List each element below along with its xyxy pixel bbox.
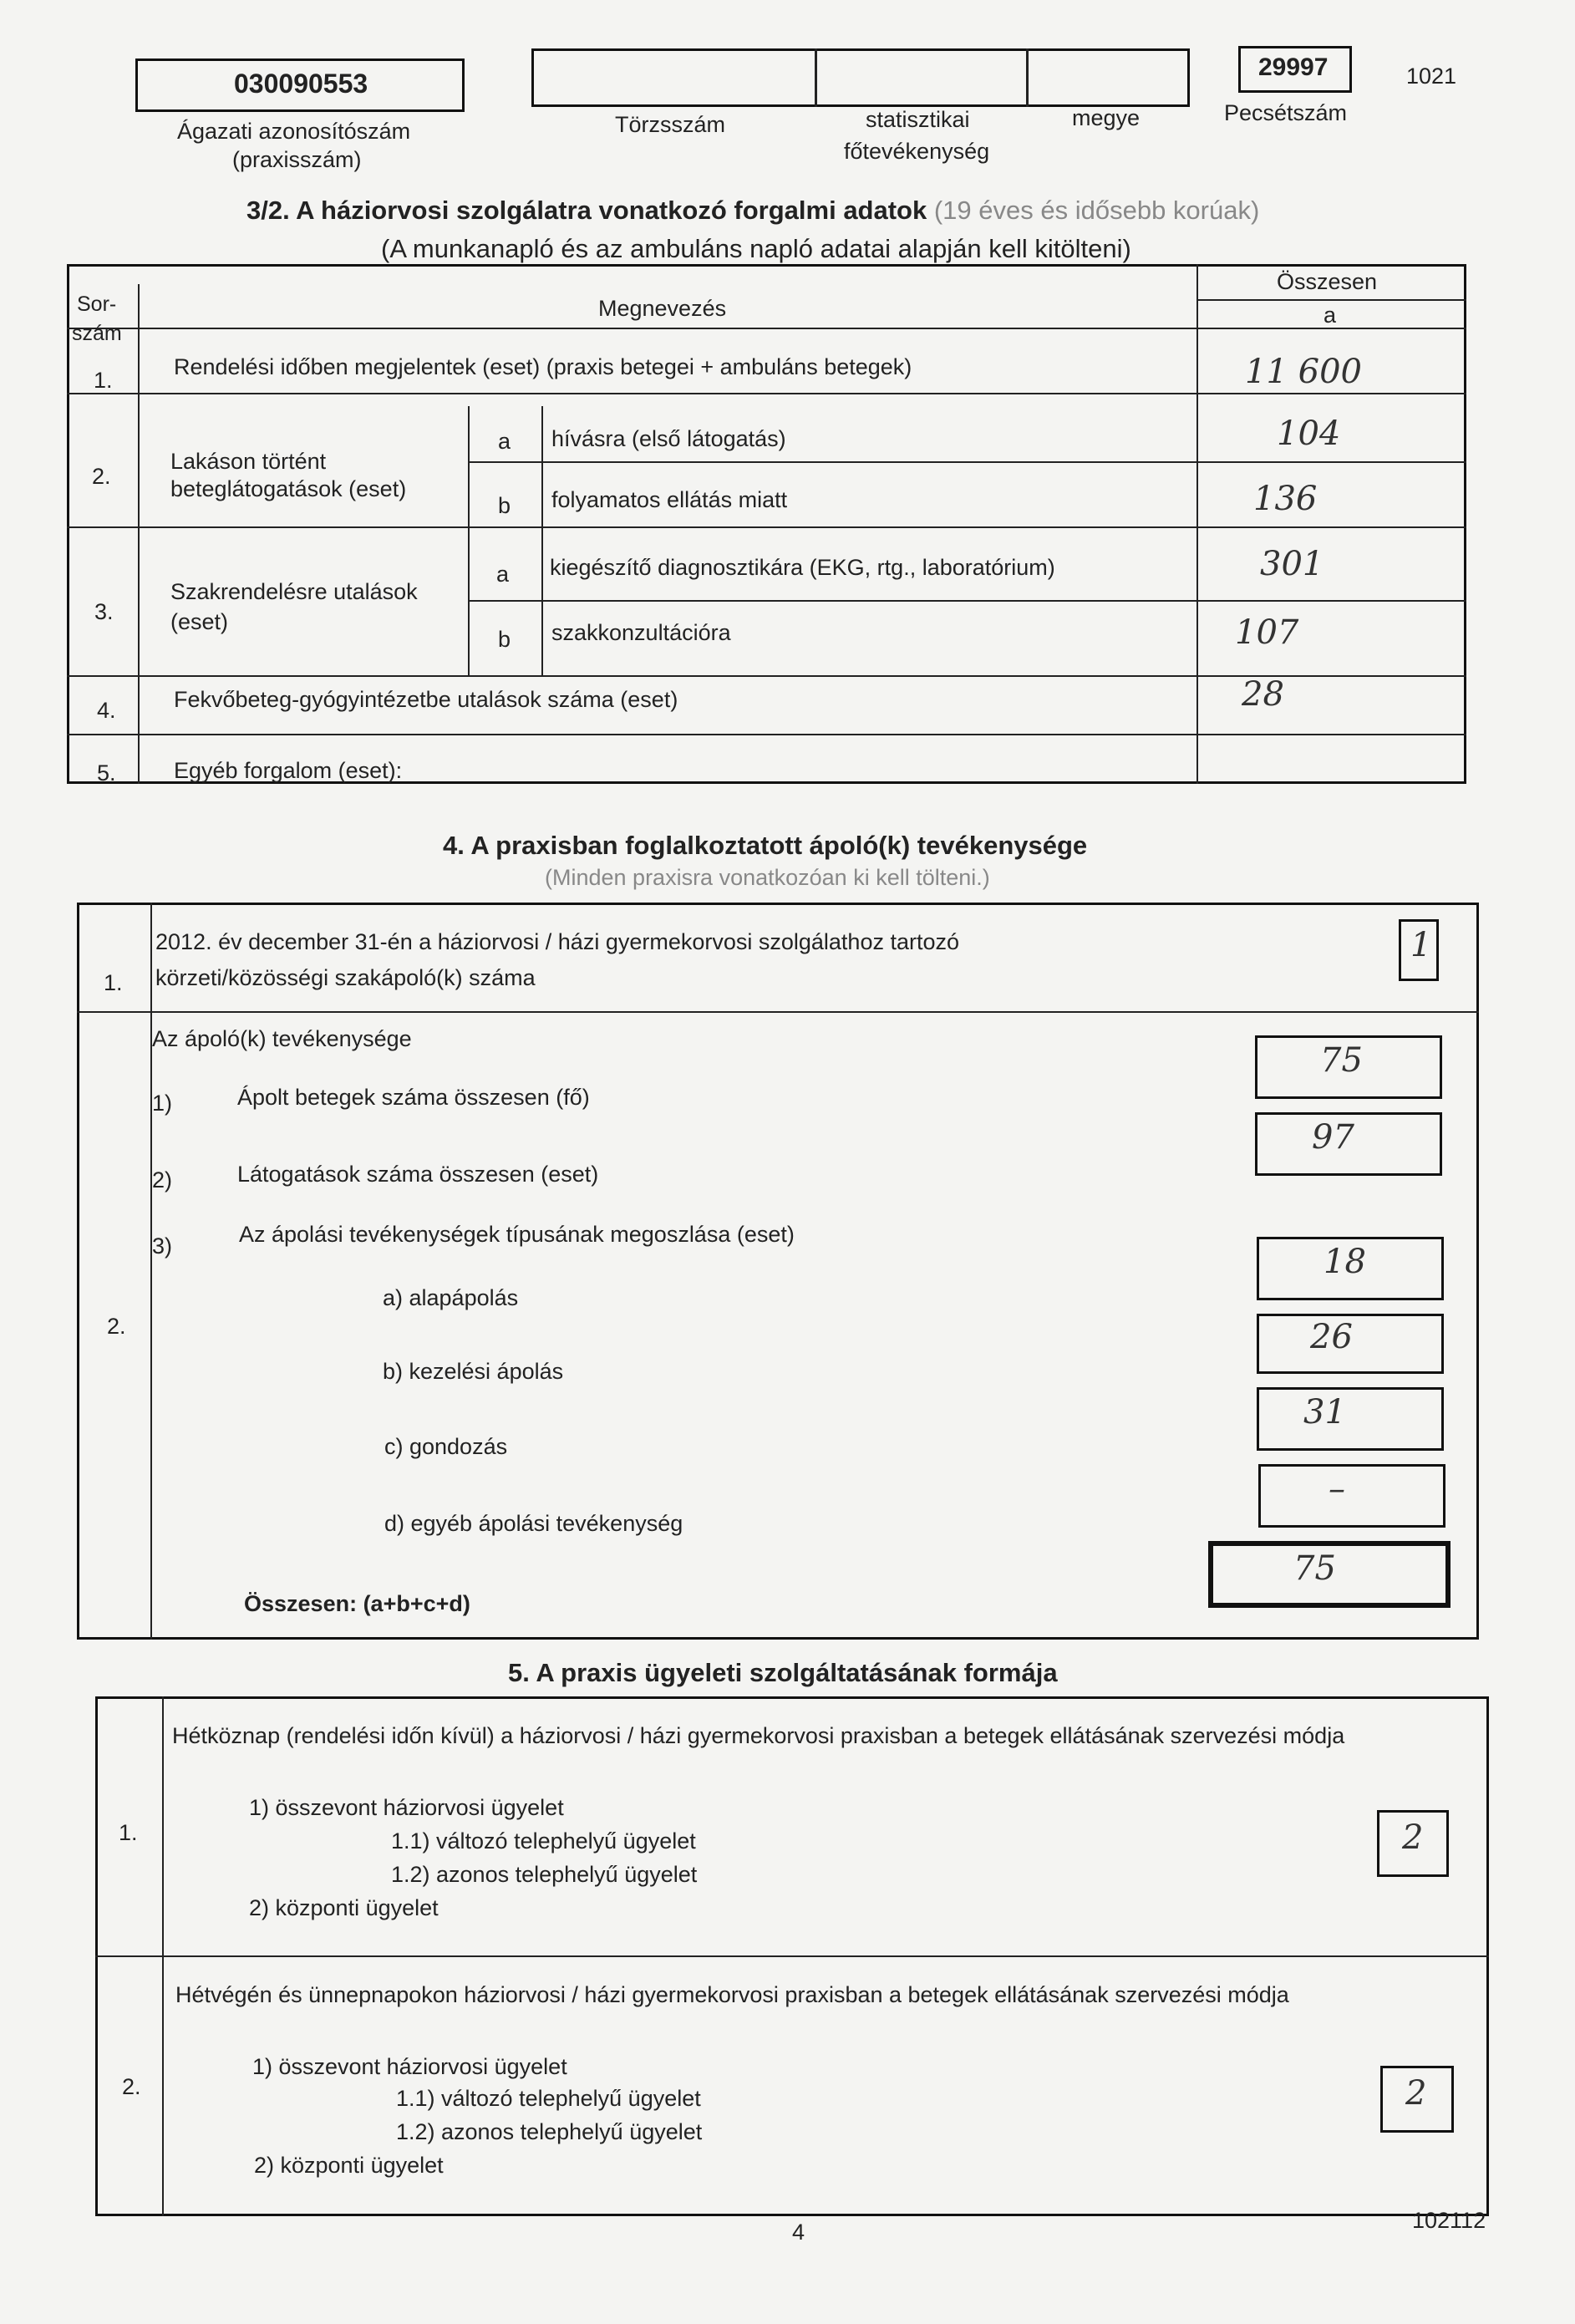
torzsszam-divider	[815, 48, 817, 107]
sub-a-text: a) alapápolás	[383, 1285, 519, 1310]
total-label: Összesen: (a+b+c+d)	[244, 1591, 470, 1616]
s4-row2-num: 2.	[107, 1314, 126, 1339]
pecset-value: 29997	[1258, 53, 1329, 81]
col-a: a	[1324, 303, 1337, 328]
row-divider	[468, 600, 1466, 602]
section32-subtitle: (A munkanapló és az ambuláns napló adatai alapján kell kitölteni)	[381, 234, 1131, 263]
s5-row2-opt1: 1) összevont háziorvosi ügyelet	[252, 2054, 567, 2079]
row2a-text: hívásra (első látogatás)	[551, 426, 786, 451]
row5-num: 5.	[97, 760, 116, 786]
s4-row1-value: 1	[1410, 926, 1432, 964]
corner-code: 1021	[1406, 64, 1457, 89]
table32-col-divider	[138, 284, 140, 784]
stat-label-line1: statisztikai	[866, 107, 970, 132]
item2-num: 2)	[152, 1167, 173, 1193]
row3-num: 3.	[94, 599, 114, 624]
item1-text: Ápolt betegek száma összesen (fő)	[237, 1085, 590, 1110]
stat-label-line2: főtevékenység	[844, 139, 990, 164]
col-megnevezes: Megnevezés	[598, 296, 727, 321]
item3-text: Az ápolási tevékenységek típusának megoszlása (eset)	[239, 1222, 795, 1247]
sub-c-text: c) gondozás	[384, 1434, 508, 1459]
row3b-sub: b	[498, 627, 511, 652]
footer-code: 102112	[1412, 2208, 1486, 2233]
torzsszam-label: Törzsszám	[615, 112, 726, 137]
row2b-value: 136	[1253, 480, 1318, 518]
s5-row1-value: 2	[1402, 1818, 1424, 1857]
section4-title: 4. A praxisban foglalkoztatott ápoló(k) tevékenysége	[443, 831, 1088, 860]
table32-header-line	[67, 328, 1466, 329]
col-sor-line1: Sor-	[77, 292, 117, 316]
row3b-value: 107	[1235, 613, 1299, 652]
item3-num: 3)	[152, 1233, 173, 1259]
section5-title: 5. A praxis ügyeleti szolgáltatásának formája	[508, 1658, 1058, 1687]
s4-row1-line1: 2012. év december 31-én a háziorvosi / házi gyermekorvosi szolgálathoz tartozó	[155, 929, 960, 954]
sub-d-answer-box[interactable]	[1258, 1464, 1445, 1528]
s5-row2-value: 2	[1405, 2074, 1427, 2113]
pecset-label: Pecsétszám	[1224, 100, 1348, 125]
section4-subtitle: (Minden praxisra vonatkozóan ki kell tölteni.)	[545, 865, 990, 890]
row2b-text: folyamatos ellátás miatt	[551, 487, 788, 512]
item2-text: Látogatások száma összesen (eset)	[237, 1162, 599, 1187]
row2-num: 2.	[92, 464, 111, 489]
table4-col-divider	[150, 903, 152, 1640]
row3-group-line1: Szakrendelésre utalások	[170, 579, 418, 604]
sub-b-value: 26	[1310, 1318, 1353, 1356]
row2b-sub: b	[498, 493, 511, 518]
col-osszesen: Összesen	[1277, 269, 1378, 294]
table5-row-divider	[95, 1955, 1489, 1957]
row-divider	[67, 526, 1466, 528]
item1-value: 75	[1320, 1041, 1363, 1080]
row2a-value: 104	[1277, 414, 1341, 453]
s5-row2-num: 2.	[122, 2074, 141, 2099]
id-value: 030090553	[234, 69, 368, 99]
row1-text: Rendelési időben megjelentek (eset) (praxis betegei + ambuláns betegek)	[174, 354, 912, 379]
s4-row1-num: 1.	[104, 970, 123, 995]
table32-col-divider	[1196, 264, 1198, 784]
torzsszam-divider	[1026, 48, 1029, 107]
s5-row1-opt2: 2) központi ügyelet	[249, 1895, 439, 1920]
row3a-sub: a	[496, 562, 510, 587]
table4-row-divider	[77, 1011, 1479, 1013]
s5-row1-num: 1.	[119, 1820, 138, 1845]
activity-title: Az ápoló(k) tevékenysége	[152, 1026, 412, 1051]
row1-num: 1.	[94, 368, 113, 393]
row4-text: Fekvőbeteg-gyógyintézetbe utalások száma (eset)	[174, 687, 678, 712]
col-sor-line2: szám	[72, 322, 122, 345]
sub-d-value: –	[1329, 1470, 1345, 1508]
item2-value: 97	[1312, 1118, 1354, 1157]
section32-title-bold: 3/2. A háziorvosi szolgálatra vonatkozó forgalmi adatok	[246, 196, 927, 225]
id-label-line2: (praxisszám)	[232, 147, 362, 172]
row2-group-line2: beteglátogatások (eset)	[170, 476, 407, 501]
torzsszam-box	[531, 48, 1190, 107]
s5-row1-heading: Hétköznap (rendelési időn kívül) a háziorvosi / házi gyermekorvosi praxisban a betegek ellátásának szervezési módja	[172, 1723, 1345, 1748]
section32-title	[246, 196, 1259, 226]
row-divider	[67, 734, 1466, 735]
row3a-value: 301	[1260, 545, 1324, 583]
s5-row2-opt11: 1.1) változó telephelyű ügyelet	[396, 2086, 701, 2111]
sub-a-value: 18	[1324, 1243, 1366, 1281]
sub-c-value: 31	[1303, 1393, 1346, 1432]
table32-header-line	[1196, 299, 1466, 301]
section32-title-light: (19 éves és idősebb korúak)	[927, 196, 1260, 225]
s5-row1-opt1: 1) összevont háziorvosi ügyelet	[249, 1795, 564, 1820]
s5-row2-heading: Hétvégén és ünnepnapokon háziorvosi / házi gyermekorvosi praxisban a betegek ellátásának szervezési módja	[175, 1982, 1289, 2007]
item1-num: 1)	[152, 1091, 173, 1116]
sub-c-answer-box[interactable]	[1257, 1387, 1444, 1451]
row4-num: 4.	[97, 698, 116, 723]
s5-row2-opt2: 2) központi ügyelet	[254, 2153, 444, 2178]
row5-text: Egyéb forgalom (eset):	[174, 758, 403, 783]
row3-group-line2: (eset)	[170, 609, 229, 634]
id-label-line1: Ágazati azonosítószám	[177, 119, 411, 144]
row-divider	[468, 461, 1466, 463]
sub-b-text: b) kezelési ápolás	[383, 1359, 564, 1384]
row2a-sub: a	[498, 429, 511, 454]
row3b-text: szakkonzultációra	[551, 620, 731, 645]
sub-d-text: d) egyéb ápolási tevékenység	[384, 1511, 683, 1536]
megye-label: megye	[1072, 105, 1141, 130]
row1-value: 11 600	[1245, 353, 1362, 391]
row-divider	[67, 393, 1466, 394]
row4-value: 28	[1242, 675, 1284, 714]
page-number: 4	[792, 2220, 805, 2245]
s5-row2-opt12: 1.2) azonos telephelyű ügyelet	[396, 2119, 703, 2144]
s4-row1-line2: körzeti/közösségi szakápoló(k) száma	[155, 965, 536, 990]
row2-group-line1: Lakáson történt	[170, 449, 327, 474]
sub-divider	[541, 406, 543, 675]
sub-divider	[468, 406, 470, 675]
s5-row1-opt11: 1.1) változó telephelyű ügyelet	[391, 1828, 696, 1854]
total-value: 75	[1293, 1549, 1336, 1588]
s5-row1-opt12: 1.2) azonos telephelyű ügyelet	[391, 1862, 698, 1887]
row3a-text: kiegészítő diagnosztikára (EKG, rtg., laboratórium)	[550, 555, 1055, 580]
